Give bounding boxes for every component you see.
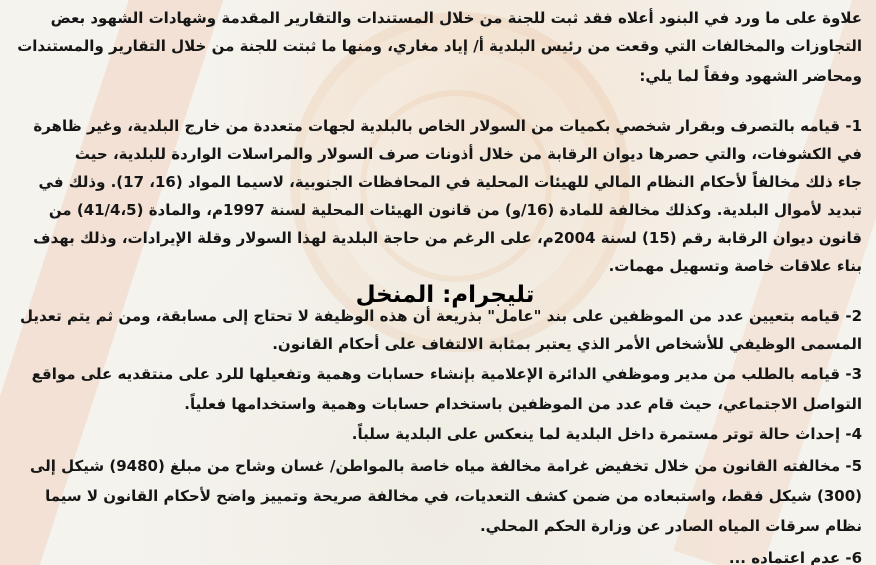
item-5-line-3: نظام سرقات المياه الصادر عن وزارة الحكم المحلي. — [479, 517, 862, 535]
item-1-line-5: قانون ديوان الرقابة رقم (15) لسنة 2004م، على الرغم من حاجة البلدية لهذا السولار وقلة الإيرادات، وذلك بهدف — [33, 229, 862, 247]
item-6-line-1: 6- عدم اعتماده ... — [728, 549, 862, 565]
paragraph-intro-line-1: علاوة على ما ورد في البنود أعلاه فقد ثبت للجنة من خلال المستندات والتقارير المقدمة وشهادات الشهود بعض — [50, 9, 862, 27]
item-3-line-1: 3- قيامه بالطلب من مدير وموظفي الدائرة الإعلامية بإنشاء حسابات وهمية وتفعيلها للرد على منتقديه على مواقع — [31, 365, 862, 383]
item-2-line-1: 2- قيامه بتعيين عدد من الموظفين على بند "عامل" بذريعة أن هذه الوظيفة لا تحتاج إلى مسابقة، ومن ثم يتم تعديل — [19, 307, 862, 325]
paragraph-intro-line-3: ومحاضر الشهود وفقاً لما يلي: — [639, 67, 862, 85]
paragraph-intro-line-2: التجاوزات والمخالفات التي وقعت من رئيس البلدية أ/ إياد مغاري، ومنها ما ثبتت للجنة من خلال التقارير والمستندات — [17, 37, 862, 55]
item-4-line-1: 4- إحداث حالة توتر مستمرة داخل البلدية لما ينعكس على البلدية سلباً. — [351, 425, 862, 443]
item-1-line-2: في الكشوفات، والتي حصرها ديوان الرقابة من خلال أذونات صرف السولار والمراسلات الواردة للبلدية، حيث — [74, 145, 862, 163]
item-1-line-1: 1- قيامه بالتصرف وبقرار شخصي بكميات من السولار الخاص بالبلدية لجهات متعددة من خارج البلدية، وغير ظاهرة — [33, 117, 862, 135]
item-2-line-2: المسمى الوظيفي للأشخاص الأمر الذي يعتبر بمثابة الالتفاف على أحكام القانون. — [272, 335, 862, 353]
item-1-line-4: تبديد لأموال البلدية. وكذلك مخالفة للمادة (16/و) من قانون الهيئات المحلية لسنة 1997م، والمادة (41/4،5) من — [48, 201, 862, 219]
item-5-line-2: (300) شيكل فقط، واستبعاده من ضمن كشف التعديات، في مخالفة صريحة وتمييز واضح لأحكام القانون لا سيما — [45, 487, 862, 505]
watermark-telegram-text: تليجرام: المنخل — [355, 282, 535, 308]
item-5-line-1: 5- مخالفته القانون من خلال تخفيض غرامة مخالفة مياه خاصة بالمواطن/ غسان وشاح من مبلغ (9480) شيكل إلى — [29, 457, 862, 475]
item-1-line-3: جاء ذلك مخالفاً لأحكام النظام المالي للهيئات المحلية في المحافظات الجنوبية، لاسيما المواد (16، 17). وذلك في — [38, 173, 862, 191]
item-3-line-2: التواصل الاجتماعي، حيث قام عدد من الموظفين باستخدام حسابات وهمية واستخدامها فعلياً. — [184, 395, 862, 413]
item-1-line-6: بناء علاقات خاصة وتسهيل مهمات. — [608, 257, 862, 275]
